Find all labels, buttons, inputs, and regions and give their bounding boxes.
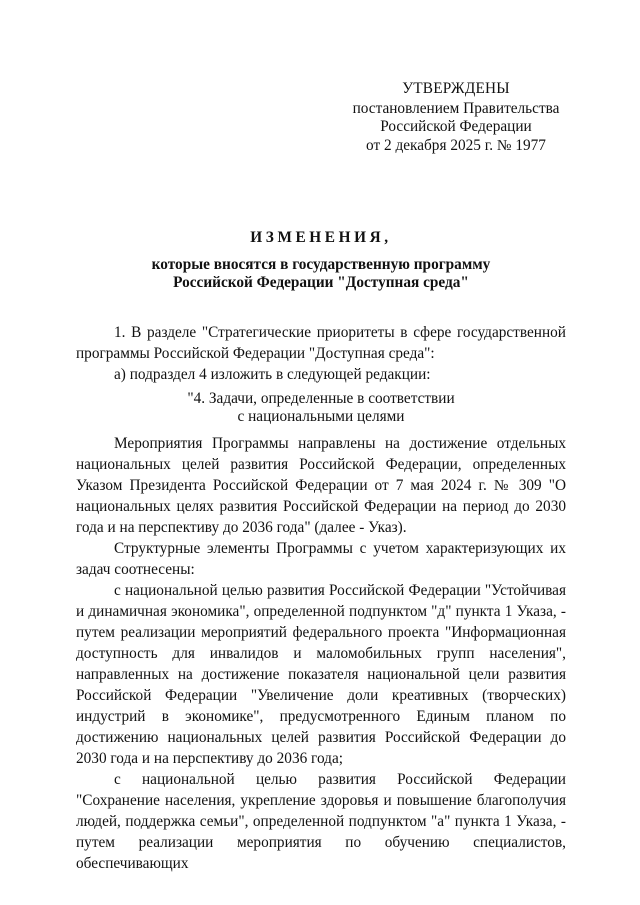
paragraph: с национальной целью развития Российской Федерации "Сохранение населения, укрепление здоровья и повышение благополучия людей, поддержка семьи", определенной подпунктом "а" пункта 1 Указа, - путем реализации мероприятия по обучению специалистов, обеспечивающих [76, 771, 566, 872]
document-title [76, 229, 566, 293]
approval-stamp [348, 80, 564, 155]
title-subtitle: Российской Федерации "Доступная среда" [173, 274, 469, 292]
paragraph: 1. В разделе "Стратегические приоритеты в сфере государственной программы Российской Федерации "Доступная среда": [76, 324, 566, 362]
paragraph: а) подраздел 4 изложить в следующей редакции: [114, 366, 431, 383]
section-heading: "4. Задачи, определенные в соответствии [187, 390, 455, 407]
section-heading: с национальными целями [237, 407, 405, 425]
paragraph: Структурные элементы Программы с учетом характеризующих их задач соотнесены: [76, 540, 566, 578]
approval-date-number: от 2 декабря 2025 г. № 1977 [366, 136, 546, 154]
paragraph: с национальной целью развития Российской Федерации "Устойчивая и динамичная экономика", определенной подпунктом "д" пункта 1 Указа, - путем реализации мероприятий федерального проекта "Информационная доступность для инвалидов и маломобильных групп населения", направленных на достижение показателя национальной цели развития Российской Федерации "Увеличение доли креативных (творческих) индустрий в экономике", предусмотренного Единым планом по достижению национальных целей развития Российской Федерации до 2030 года и на перспективу до 2036 года; [76, 582, 566, 767]
title-main: ИЗМЕНЕНИЯ, [250, 229, 392, 246]
document-body [76, 322, 566, 874]
approval-line: Российской Федерации [380, 118, 532, 136]
approval-heading: УТВЕРЖДЕНЫ [402, 80, 510, 97]
paragraph: Мероприятия Программы направлены на достижение отдельных национальных целей развития Российской Федерации, определенных Указом Президента Российской Федерации от 7 мая 2024 г. № 309 "О национальных целях развития Российской Федерации на период до 2030 года и на перспективу до 2036 года" (далее - Указ). [76, 435, 566, 536]
approval-line: постановлением Правительства [352, 100, 560, 118]
title-subtitle: которые вносятся в государственную программу [151, 255, 491, 273]
spacer [76, 425, 566, 433]
